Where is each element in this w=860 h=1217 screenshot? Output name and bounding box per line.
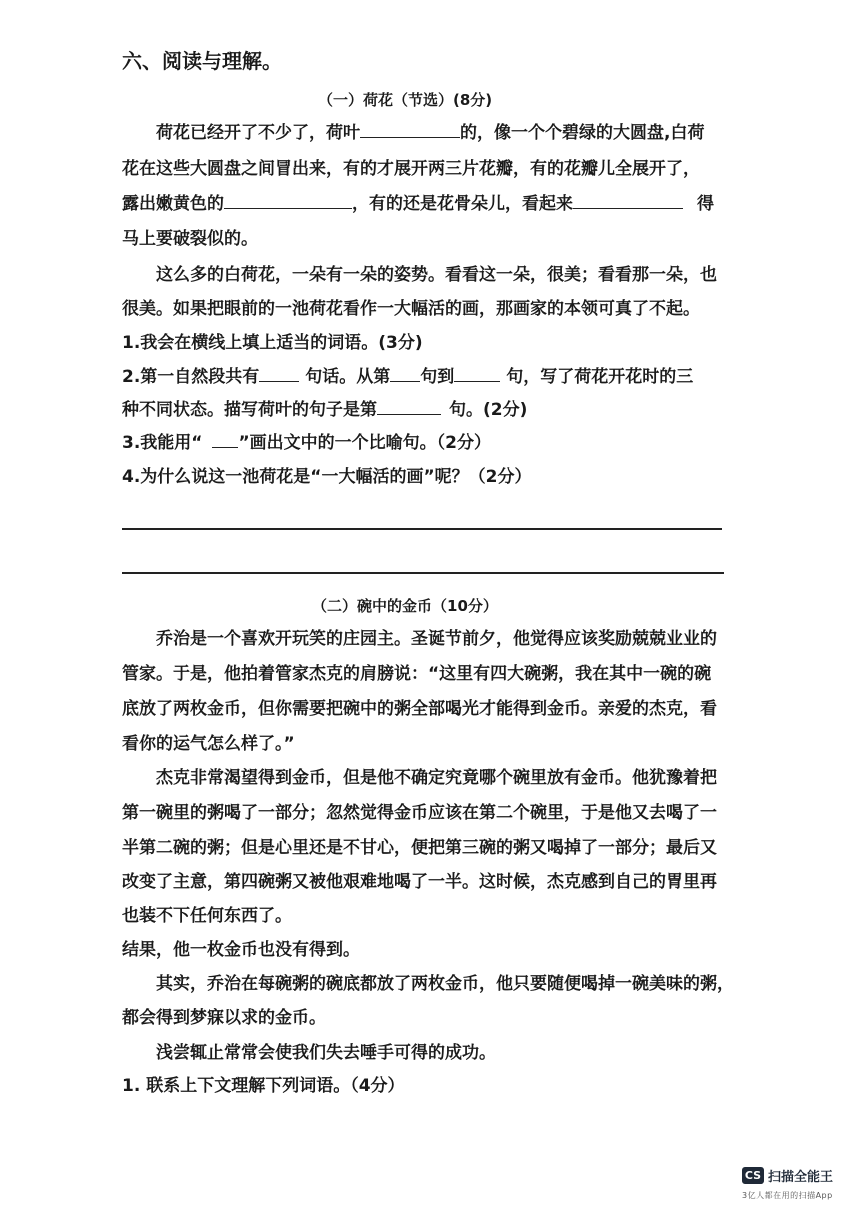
passage2-question-1: 1. 联系上下文理解下列词语。（4分）	[122, 1076, 405, 1096]
q2-blank-leaf[interactable]	[377, 400, 441, 415]
passage2-p1-line4: 看你的运气怎么样了。”	[122, 734, 295, 754]
q2-blank-count[interactable]	[259, 367, 299, 382]
passage2-title: （二）碗中的金币（10分）	[312, 597, 498, 615]
q2-blank-to[interactable]	[454, 367, 500, 382]
answer-line-2[interactable]	[122, 572, 724, 574]
q3-underline-sample	[212, 433, 238, 448]
passage2-p4-line2: 都会得到梦寐以求的金币。	[122, 1008, 326, 1028]
question-2-line2: 种不同状态。描写荷叶的句子是第 句。(2分)	[122, 400, 528, 420]
fill-blank-1[interactable]	[360, 123, 460, 138]
answer-line-1[interactable]	[122, 528, 722, 530]
passage2-p1-line3: 底放了两枚金币，但你需要把碗中的粥全部喝光才能得到金币。亲爱的杰克，看	[122, 699, 717, 719]
passage2-p5: 浅尝辄止常常会使我们失去唾手可得的成功。	[156, 1043, 496, 1063]
passage2-p2-line1: 杰克非常渴望得到金币，但是他不确定究竟哪个碗里放有金币。他犹豫着把	[156, 768, 717, 788]
passage2-p2-line2: 第一碗里的粥喝了一部分；忽然觉得金币应该在第二个碗里，于是他又去喝了一	[122, 803, 717, 823]
watermark-name: 扫描全能王	[768, 1170, 834, 1185]
fill-blank-2[interactable]	[224, 194, 352, 209]
passage1-p1-line2: 花在这些大圆盘之间冒出来，有的才展开两三片花瓣，有的花瓣儿全展开了，	[122, 159, 700, 179]
passage2-p2-line5: 也装不下任何东西了。	[122, 906, 292, 926]
passage1-p1-line3: 露出嫩黄色的 ，有的还是花骨朵儿，看起来 得	[122, 194, 714, 214]
passage2-p3: 结果，他一枚金币也没有得到。	[122, 940, 360, 960]
passage2-p2-line4: 改变了主意，第四碗粥又被他艰难地喝了一半。这时候，杰克感到自己的胃里再	[122, 872, 717, 892]
q2-blank-from[interactable]	[390, 367, 420, 382]
passage2-p1-line1: 乔治是一个喜欢开玩笑的庄园主。圣诞节前夕，他觉得应该奖励兢兢业业的	[156, 629, 717, 649]
question-3: 3.我能用“ ”画出文中的一个比喻句。（2分）	[122, 433, 491, 453]
passage2-p1-line2: 管家。于是，他拍着管家杰克的肩膀说：“这里有四大碗粥，我在其中一碗的碗	[122, 664, 712, 684]
fill-blank-3[interactable]	[573, 194, 683, 209]
passage2-p4-line1: 其实，乔治在每碗粥的碗底都放了两枚金币，他只要随便喝掉一碗美味的粥，	[156, 974, 734, 994]
passage1-title: （一）荷花（节选）(8分)	[318, 91, 493, 109]
section-title: 六、阅读与理解。	[122, 49, 282, 73]
question-1: 1.我会在横线上填上适当的词语。(3分)	[122, 333, 423, 353]
question-4: 4.为什么说这一池荷花是“一大幅活的画”呢？（2分）	[122, 467, 532, 487]
passage1-p2-line2: 很美。如果把眼前的一池荷花看作一大幅活的画，那画家的本领可真了不起。	[122, 299, 700, 319]
watermark-tagline: 3亿人都在用的扫描App	[742, 1191, 833, 1200]
passage2-p2-line3: 半第二碗的粥；但是心里还是不甘心，便把第三碗的粥又喝掉了一部分；最后又	[122, 838, 717, 858]
camscanner-logo: CS	[742, 1167, 764, 1184]
passage1-p2-line1: 这么多的白荷花，一朵有一朵的姿势。看看这一朵，很美；看看那一朵，也	[156, 265, 717, 285]
question-2-line1: 2.第一自然段共有 句话。从第 句到 句，写了荷花开花时的三	[122, 367, 694, 387]
passage1-p1-line4: 马上要破裂似的。	[122, 229, 258, 249]
passage1-p1-line1: 荷花已经开了不少了，荷叶 的，像一个个碧绿的大圆盘,白荷	[156, 123, 705, 143]
